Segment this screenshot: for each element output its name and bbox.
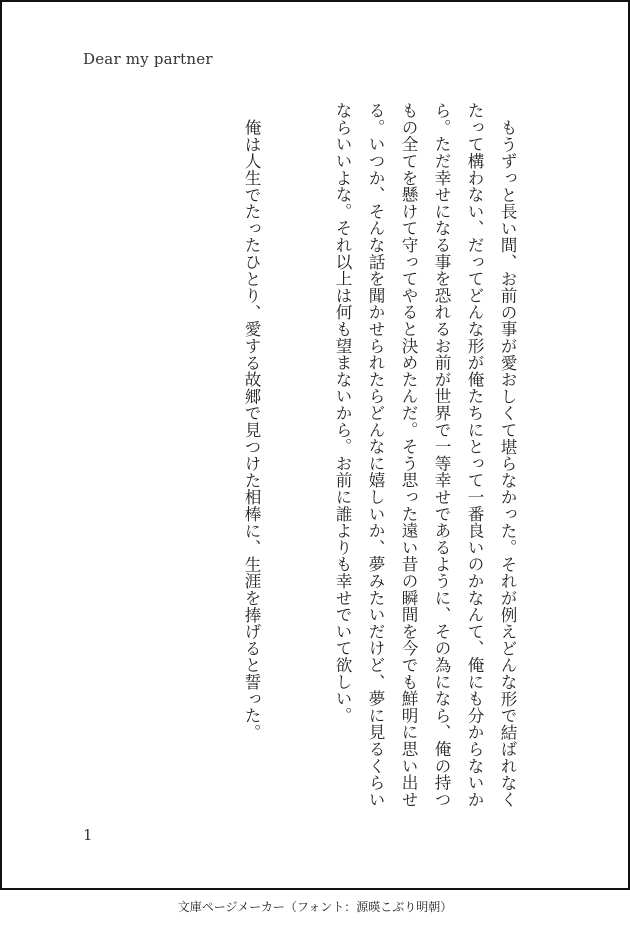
page-header-title: Dear my partner bbox=[83, 50, 213, 68]
vertical-body-text bbox=[235, 102, 524, 822]
footer-credit: 文庫ページメーカー（フォント：源暎こぶり明朝） bbox=[177, 900, 453, 914]
paragraph-1: もうずっと長い間、お前の事が愛おしくて堪らなかった。それが例えどんな形で結ばれなくたって構わない、だってどんな形が俺たちにとって一番良いのかなんて、俺にも分からないから。ただ幸せになる事を恐れるお前が世界で一等幸せであるように、その為になら、俺の持つもの全てを懸けて守ってやると決めたんだ。そう思った遠い昔の瞬間を今でも鮮明に思い出せる。いつか、そんな話を聞かせられたらどんなに嬉しいか、夢みたいだけど、夢に見るくらいならいいよな。それ以上は何も望まないから。お前に誰よりも幸せでいて欲しい。 bbox=[333, 102, 517, 808]
paragraph-2: 俺は人生でたったひとり、愛する故郷で見つけた相棒に、生涯を捧げると誓った。 bbox=[242, 118, 261, 741]
page-number: 1 bbox=[83, 826, 93, 844]
